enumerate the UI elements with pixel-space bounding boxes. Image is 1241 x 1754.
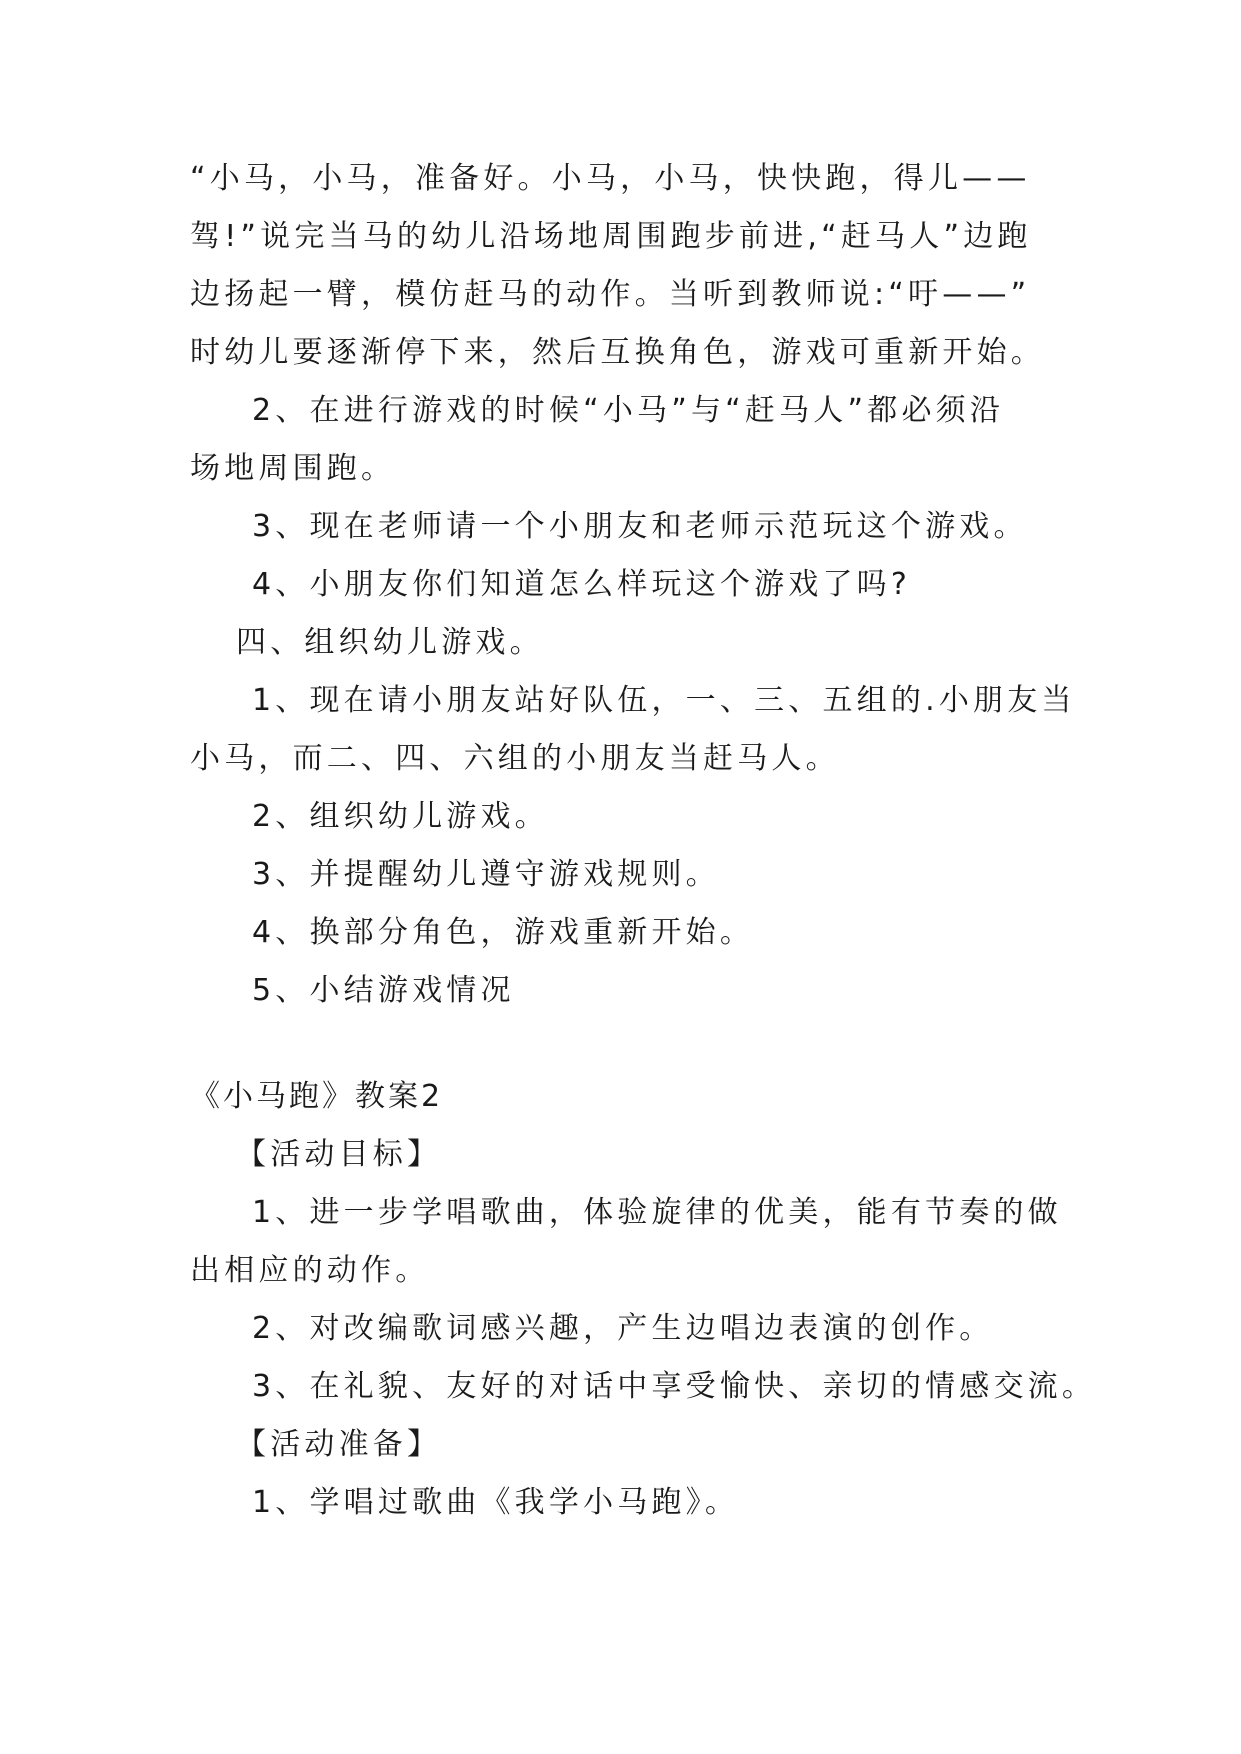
paragraph-line: 时幼儿要逐渐停下来，然后互换角色，游戏可重新开始。 <box>190 335 1045 370</box>
section4-item-1: 1、现在请小朋友站好队伍，一、三、五组的.小朋友当 <box>252 683 1076 718</box>
goal-item-2: 2、对改编歌词感兴趣，产生边唱边表演的创作。 <box>252 1311 994 1346</box>
goals-heading: 【活动目标】 <box>236 1137 442 1172</box>
goal-item-1-continued: 出相应的动作。 <box>190 1253 430 1288</box>
goal-item-1: 1、进一步学唱歌曲，体验旋律的优美，能有节奏的做 <box>252 1195 1062 1230</box>
section-gap <box>190 1020 1070 1068</box>
section4-item-3: 3、并提醒幼儿遵守游戏规则。 <box>252 857 720 892</box>
paragraph-line: “小马，小马，准备好。小马，小马，快快跑，得儿—— <box>190 161 1031 196</box>
lesson-plan-title: 《小马跑》教案2 <box>190 1079 444 1114</box>
paragraph-line: 驾!”说完当马的幼儿沿场地周围跑步前进,“赶马人”边跑 <box>190 219 1032 254</box>
goal-item-3: 3、在礼貌、友好的对话中享受愉快、亲切的情感交流。 <box>252 1369 1097 1404</box>
document-body <box>190 150 1097 1532</box>
section4-item-2: 2、组织幼儿游戏。 <box>252 799 549 834</box>
list-item-4: 4、小朋友你们知道怎么样玩这个游戏了吗? <box>252 567 912 602</box>
list-item-2-continued: 场地周围跑。 <box>190 451 396 486</box>
list-item-3: 3、现在老师请一个小朋友和老师示范玩这个游戏。 <box>252 509 1028 544</box>
section4-item-4: 4、换部分角色，游戏重新开始。 <box>252 915 755 950</box>
section4-item-5: 5、小结游戏情况 <box>252 973 515 1008</box>
preparation-item-1: 1、学唱过歌曲《我学小马跑》。 <box>252 1485 740 1520</box>
list-item-2: 2、在进行游戏的时候“小马”与“赶马人”都必须沿 <box>252 393 1005 428</box>
preparation-heading: 【活动准备】 <box>236 1427 442 1462</box>
section-heading: 四、组织幼儿游戏。 <box>236 625 544 660</box>
section4-item-1-continued: 小马，而二、四、六组的小朋友当赶马人。 <box>190 741 840 776</box>
paragraph-line: 边扬起一臂，模仿赶马的动作。当听到教师说:“吁——” <box>190 277 1031 312</box>
